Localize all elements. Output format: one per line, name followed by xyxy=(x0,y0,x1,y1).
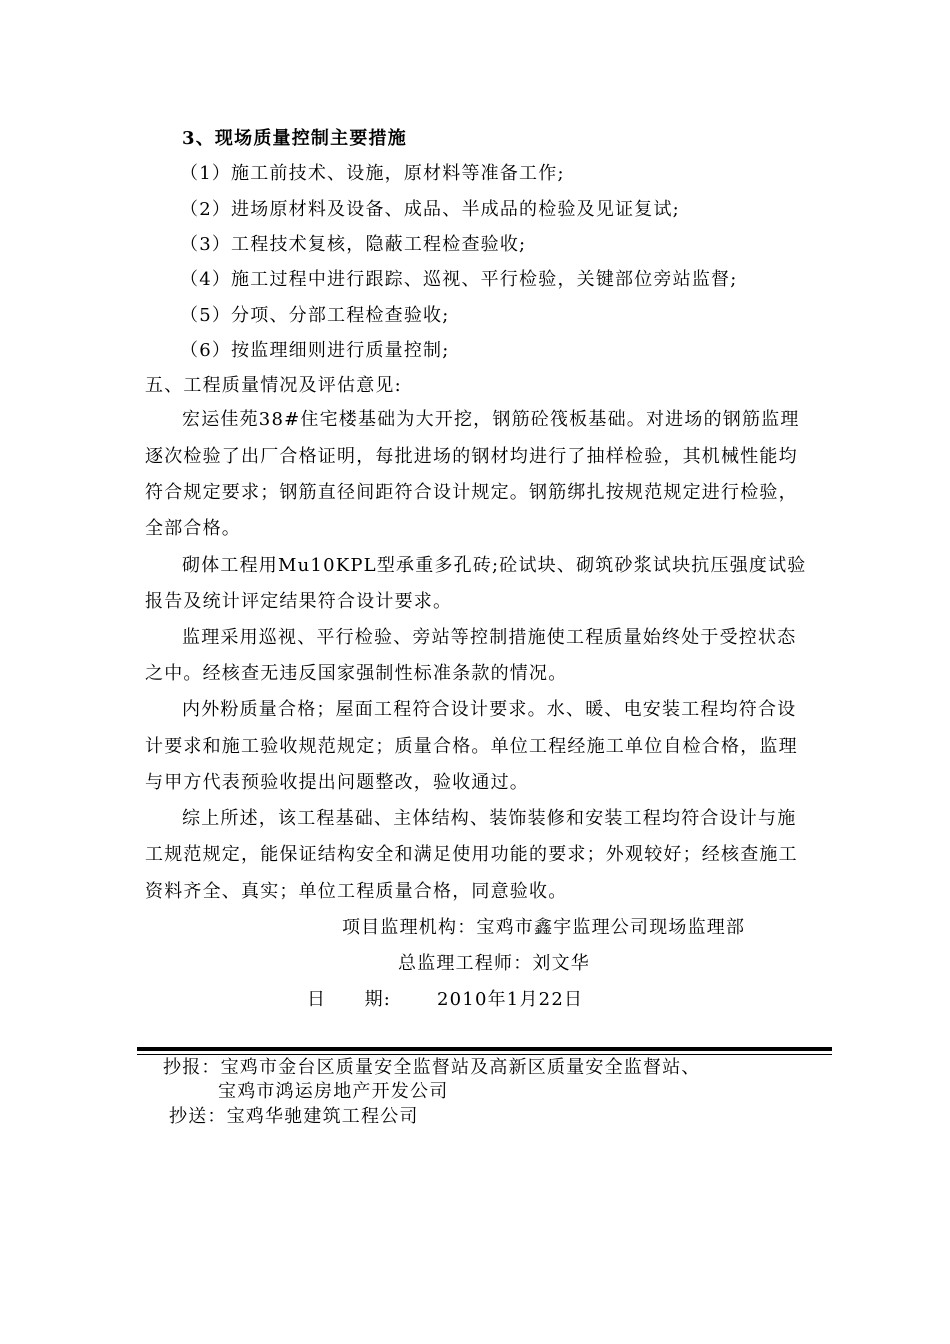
paragraph-1-line-1: 宏运佳苑38#住宅楼基础为大开挖，钢筋砼筏板基础。对进场的钢筋监理 xyxy=(182,409,800,430)
measure-item-2: （2）进场原材料及设备、成品、半成品的检验及见证复试; xyxy=(180,199,680,220)
divider-thick xyxy=(137,1047,832,1051)
paragraph-5-line-1: 综上所述，该工程基础、主体结构、装饰装修和安装工程均符合设计与施 xyxy=(182,808,797,829)
chief-engineer: 总监理工程师：刘文华 xyxy=(398,953,590,974)
supervision-org: 项目监理机构：宝鸡市鑫宇监理公司现场监理部 xyxy=(342,917,746,938)
paragraph-5-line-3: 资料齐全、真实；单位工程质量合格，同意验收。 xyxy=(145,881,568,902)
section3-heading: 3、现场质量控制主要措施 xyxy=(182,128,407,149)
paragraph-4-line-2: 计要求和施工验收规范规定；质量合格。单位工程经施工单位自检合格，监理 xyxy=(145,736,798,757)
date-label: 日 期: xyxy=(307,989,392,1010)
measure-item-5: （5）分项、分部工程检查验收; xyxy=(180,305,450,326)
measure-item-6: （6）按监理细则进行质量控制; xyxy=(180,340,450,361)
date-value: 2010年1月22日 xyxy=(437,989,584,1010)
paragraph-2-line-1: 砌体工程用Mu10KPL型承重多孔砖;砼试块、砌筑砂浆试块抗压强度试验 xyxy=(182,555,807,576)
cc-send: 抄送：宝鸡华驰建筑工程公司 xyxy=(169,1106,419,1127)
cc-report-line-2: 宝鸡市鸿运房地产开发公司 xyxy=(218,1081,449,1102)
paragraph-5-line-2: 工规范规定，能保证结构安全和满足使用功能的要求；外观较好；经核查施工 xyxy=(145,844,798,865)
paragraph-3-line-1: 监理采用巡视、平行检验、旁站等控制措施使工程质量始终处于受控状态 xyxy=(182,627,797,648)
paragraph-1-line-4: 全部合格。 xyxy=(145,518,241,539)
divider-thin xyxy=(137,1054,832,1055)
cc-report-line-1: 抄报：宝鸡市金台区质量安全监督站及高新区质量安全监督站、 xyxy=(163,1057,701,1078)
section5-heading: 五、工程质量情况及评估意见: xyxy=(145,375,402,396)
measure-item-1: （1）施工前技术、设施，原材料等准备工作; xyxy=(180,163,565,184)
measure-item-3: （3）工程技术复核，隐蔽工程检查验收; xyxy=(180,234,527,255)
paragraph-4-line-3: 与甲方代表预验收提出问题整改，验收通过。 xyxy=(145,772,529,793)
measure-item-4: （4）施工过程中进行跟踪、巡视、平行检验，关键部位旁站监督; xyxy=(180,269,738,290)
paragraph-1-line-3: 符合规定要求；钢筋直径间距符合设计规定。钢筋绑扎按规范规定进行检验， xyxy=(145,482,798,503)
paragraph-1-line-2: 逐次检验了出厂合格证明，每批进场的钢材均进行了抽样检验，其机械性能均 xyxy=(145,446,798,467)
paragraph-2-line-2: 报告及统计评定结果符合设计要求。 xyxy=(145,591,453,612)
paragraph-4-line-1: 内外粉质量合格；屋面工程符合设计要求。水、暖、电安装工程均符合设 xyxy=(182,699,797,720)
paragraph-3-line-2: 之中。经核查无违反国家强制性标准条款的情况。 xyxy=(145,663,568,684)
